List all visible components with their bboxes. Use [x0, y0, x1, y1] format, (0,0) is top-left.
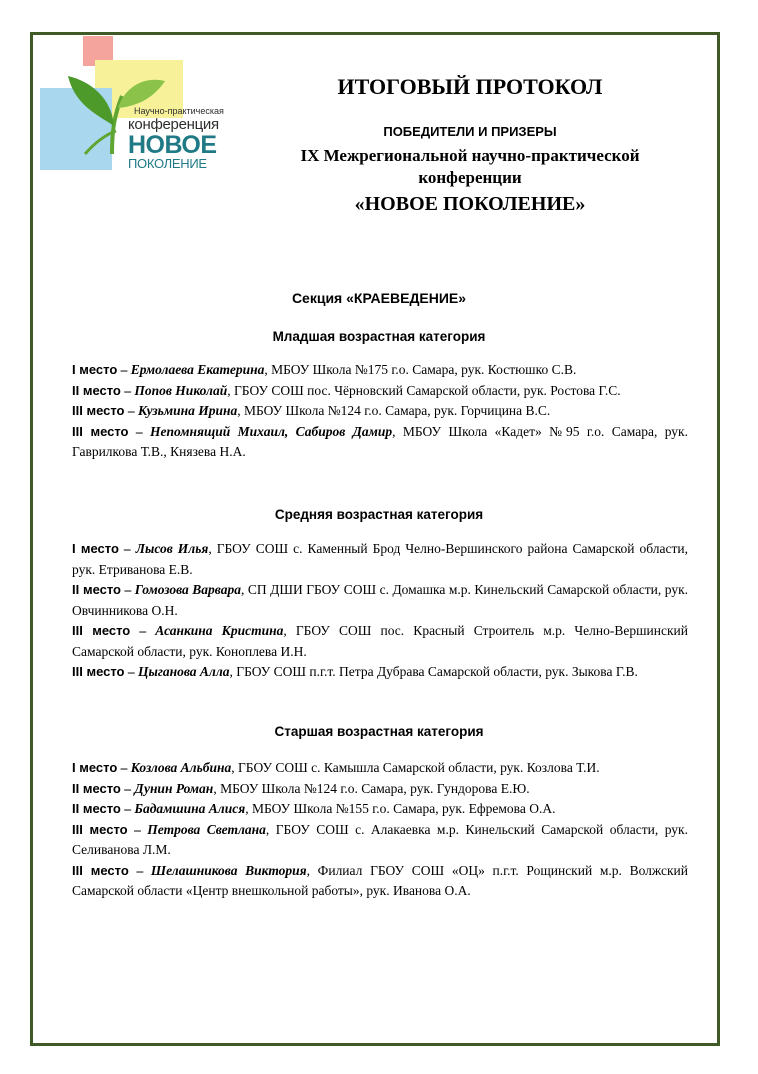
award-entry — [72, 662, 688, 683]
award-details: , ГБОУ СОШ пос. Чёрновский Самарской области, рук. Ростова Г.С. — [227, 382, 621, 398]
conference-heading — [270, 145, 670, 189]
winner-name: Лысов Илья — [135, 541, 209, 556]
award-entry — [72, 360, 688, 381]
logo-text-conference: конференция — [128, 116, 219, 133]
award-place: III место — [72, 423, 129, 439]
winner-name: Козлова Альбина — [130, 760, 232, 775]
conference-line-1: IX Межрегиональной научно-практической — [300, 146, 640, 165]
award-entry — [72, 820, 688, 861]
award-details: , МБОУ Школа №175 г.о. Самара, рук. Костюшко С.В. — [264, 362, 577, 377]
award-dash: – — [117, 362, 131, 377]
award-entry — [72, 539, 688, 580]
award-dash: – — [121, 582, 135, 597]
logo-text-pokolenie: ПОКОЛЕНИЕ — [128, 156, 207, 171]
award-dash: – — [118, 541, 136, 556]
category-title-senior: Старшая возрастная категория — [274, 724, 484, 739]
logo-text-novoe: НОВОЕ — [128, 131, 217, 159]
document-title: ИТОГОВЫЙ ПРОТОКОЛ — [337, 74, 603, 99]
winner-name: Непомнящий Михаил, Сабиров Дамир — [150, 423, 393, 439]
winner-name: Ермолаева Екатерина — [130, 362, 265, 377]
category-entries-middle — [72, 539, 688, 683]
winner-name: Шелашникова Виктория — [150, 862, 307, 878]
award-dash: – — [124, 403, 138, 418]
award-dash: – — [127, 821, 148, 837]
award-entry — [72, 621, 688, 662]
award-entry — [72, 580, 688, 621]
award-details: , ГБОУ СОШ п.г.т. Петра Дубрава Самарской области, рук. Зыкова Г.В. — [229, 664, 638, 679]
conference-line-2: конференции — [418, 168, 522, 187]
conference-name: «НОВОЕ ПОКОЛЕНИЕ» — [354, 193, 586, 215]
category-entries-junior — [72, 360, 688, 463]
winner-name: Асанкина Кристина — [155, 623, 284, 638]
award-details: , Филиал ГБОУ СОШ «ОЦ» п.г.т. Рощинский м.р. Волжский Самарской области «Центр внешкольной работы», рук. Иванова О.А. — [72, 862, 688, 898]
winner-name: Попов Николай — [134, 382, 228, 398]
award-entry — [72, 799, 688, 820]
award-details: , ГБОУ СОШ с. Камышла Самарской области, рук. Козлова Т.И. — [231, 760, 600, 775]
award-place: III место — [72, 862, 129, 878]
award-entry — [72, 861, 688, 902]
conference-logo — [40, 36, 224, 171]
award-place: I место — [72, 760, 118, 775]
award-entry — [72, 401, 688, 422]
award-entry — [72, 381, 688, 402]
award-place: II место — [72, 780, 121, 796]
award-dash: – — [120, 780, 135, 796]
award-dash: – — [124, 664, 138, 679]
winner-name: Кузьмина Ирина — [138, 403, 238, 418]
award-dash: – — [120, 801, 135, 816]
award-details: , ГБОУ СОШ с. Каменный Брод Челно-Вершинского района Самарской области, рук. Етриванова Е.В. — [72, 541, 688, 577]
logo-text-small: Научно-практическая — [134, 106, 224, 116]
award-place: III место — [72, 821, 128, 837]
winner-name: Петрова Светлана — [147, 821, 266, 837]
award-entry — [72, 779, 688, 800]
award-place: III место — [72, 664, 125, 679]
award-details: , ГБОУ СОШ с. Алакаевка м.р. Кинельский Самарской области, рук. Селиванова Л.М. — [72, 821, 688, 857]
award-entry — [72, 758, 688, 779]
section-title: Секция «КРАЕВЕДЕНИЕ» — [291, 290, 467, 306]
winner-name: Гомозова Варвара — [134, 582, 241, 597]
award-details: , ГБОУ СОШ пос. Красный Строитель м.р. Челно-Вершинский Самарской области, рук. Коноплева И.Н. — [72, 623, 688, 659]
category-title-junior: Младшая возрастная категория — [272, 329, 486, 344]
award-dash: – — [120, 382, 135, 398]
category-entries-senior — [72, 758, 688, 902]
award-dash: – — [130, 623, 156, 638]
award-entry — [72, 422, 688, 463]
award-place: I место — [72, 541, 119, 556]
award-dash: – — [128, 862, 151, 878]
document-subtitle: ПОБЕДИТЕЛИ И ПРИЗЕРЫ — [383, 124, 557, 139]
winner-name: Дунин Роман — [134, 780, 214, 796]
award-details: , МБОУ Школа №155 г.о. Самара, рук. Ефремова О.А. — [245, 801, 556, 816]
award-place: III место — [72, 623, 131, 638]
award-dash: – — [128, 423, 151, 439]
award-dash: – — [117, 760, 131, 775]
award-place: II место — [72, 582, 122, 597]
award-details: , МБОУ Школа №124 г.о. Самара, рук. Гундорова Е.Ю. — [213, 780, 530, 796]
award-details: , МБОУ Школа «Кадет» №95 г.о. Самара, рук. Гаврилкова Т.В., Князева Н.А. — [72, 423, 688, 459]
award-place: III место — [72, 403, 125, 418]
award-place: II место — [72, 801, 121, 816]
category-title-middle: Средняя возрастная категория — [274, 507, 484, 522]
award-place: II место — [72, 382, 121, 398]
award-place: I место — [72, 362, 118, 377]
award-details: , СП ДШИ ГБОУ СОШ с. Домашка м.р. Кинельский Самарской области, рук. Овчинникова О.Н. — [72, 582, 689, 618]
winner-name: Бадамшина Алися — [134, 801, 246, 816]
award-details: , МБОУ Школа №124 г.о. Самара, рук. Горчицина В.С. — [237, 403, 551, 418]
winner-name: Цыганова Алла — [138, 664, 230, 679]
